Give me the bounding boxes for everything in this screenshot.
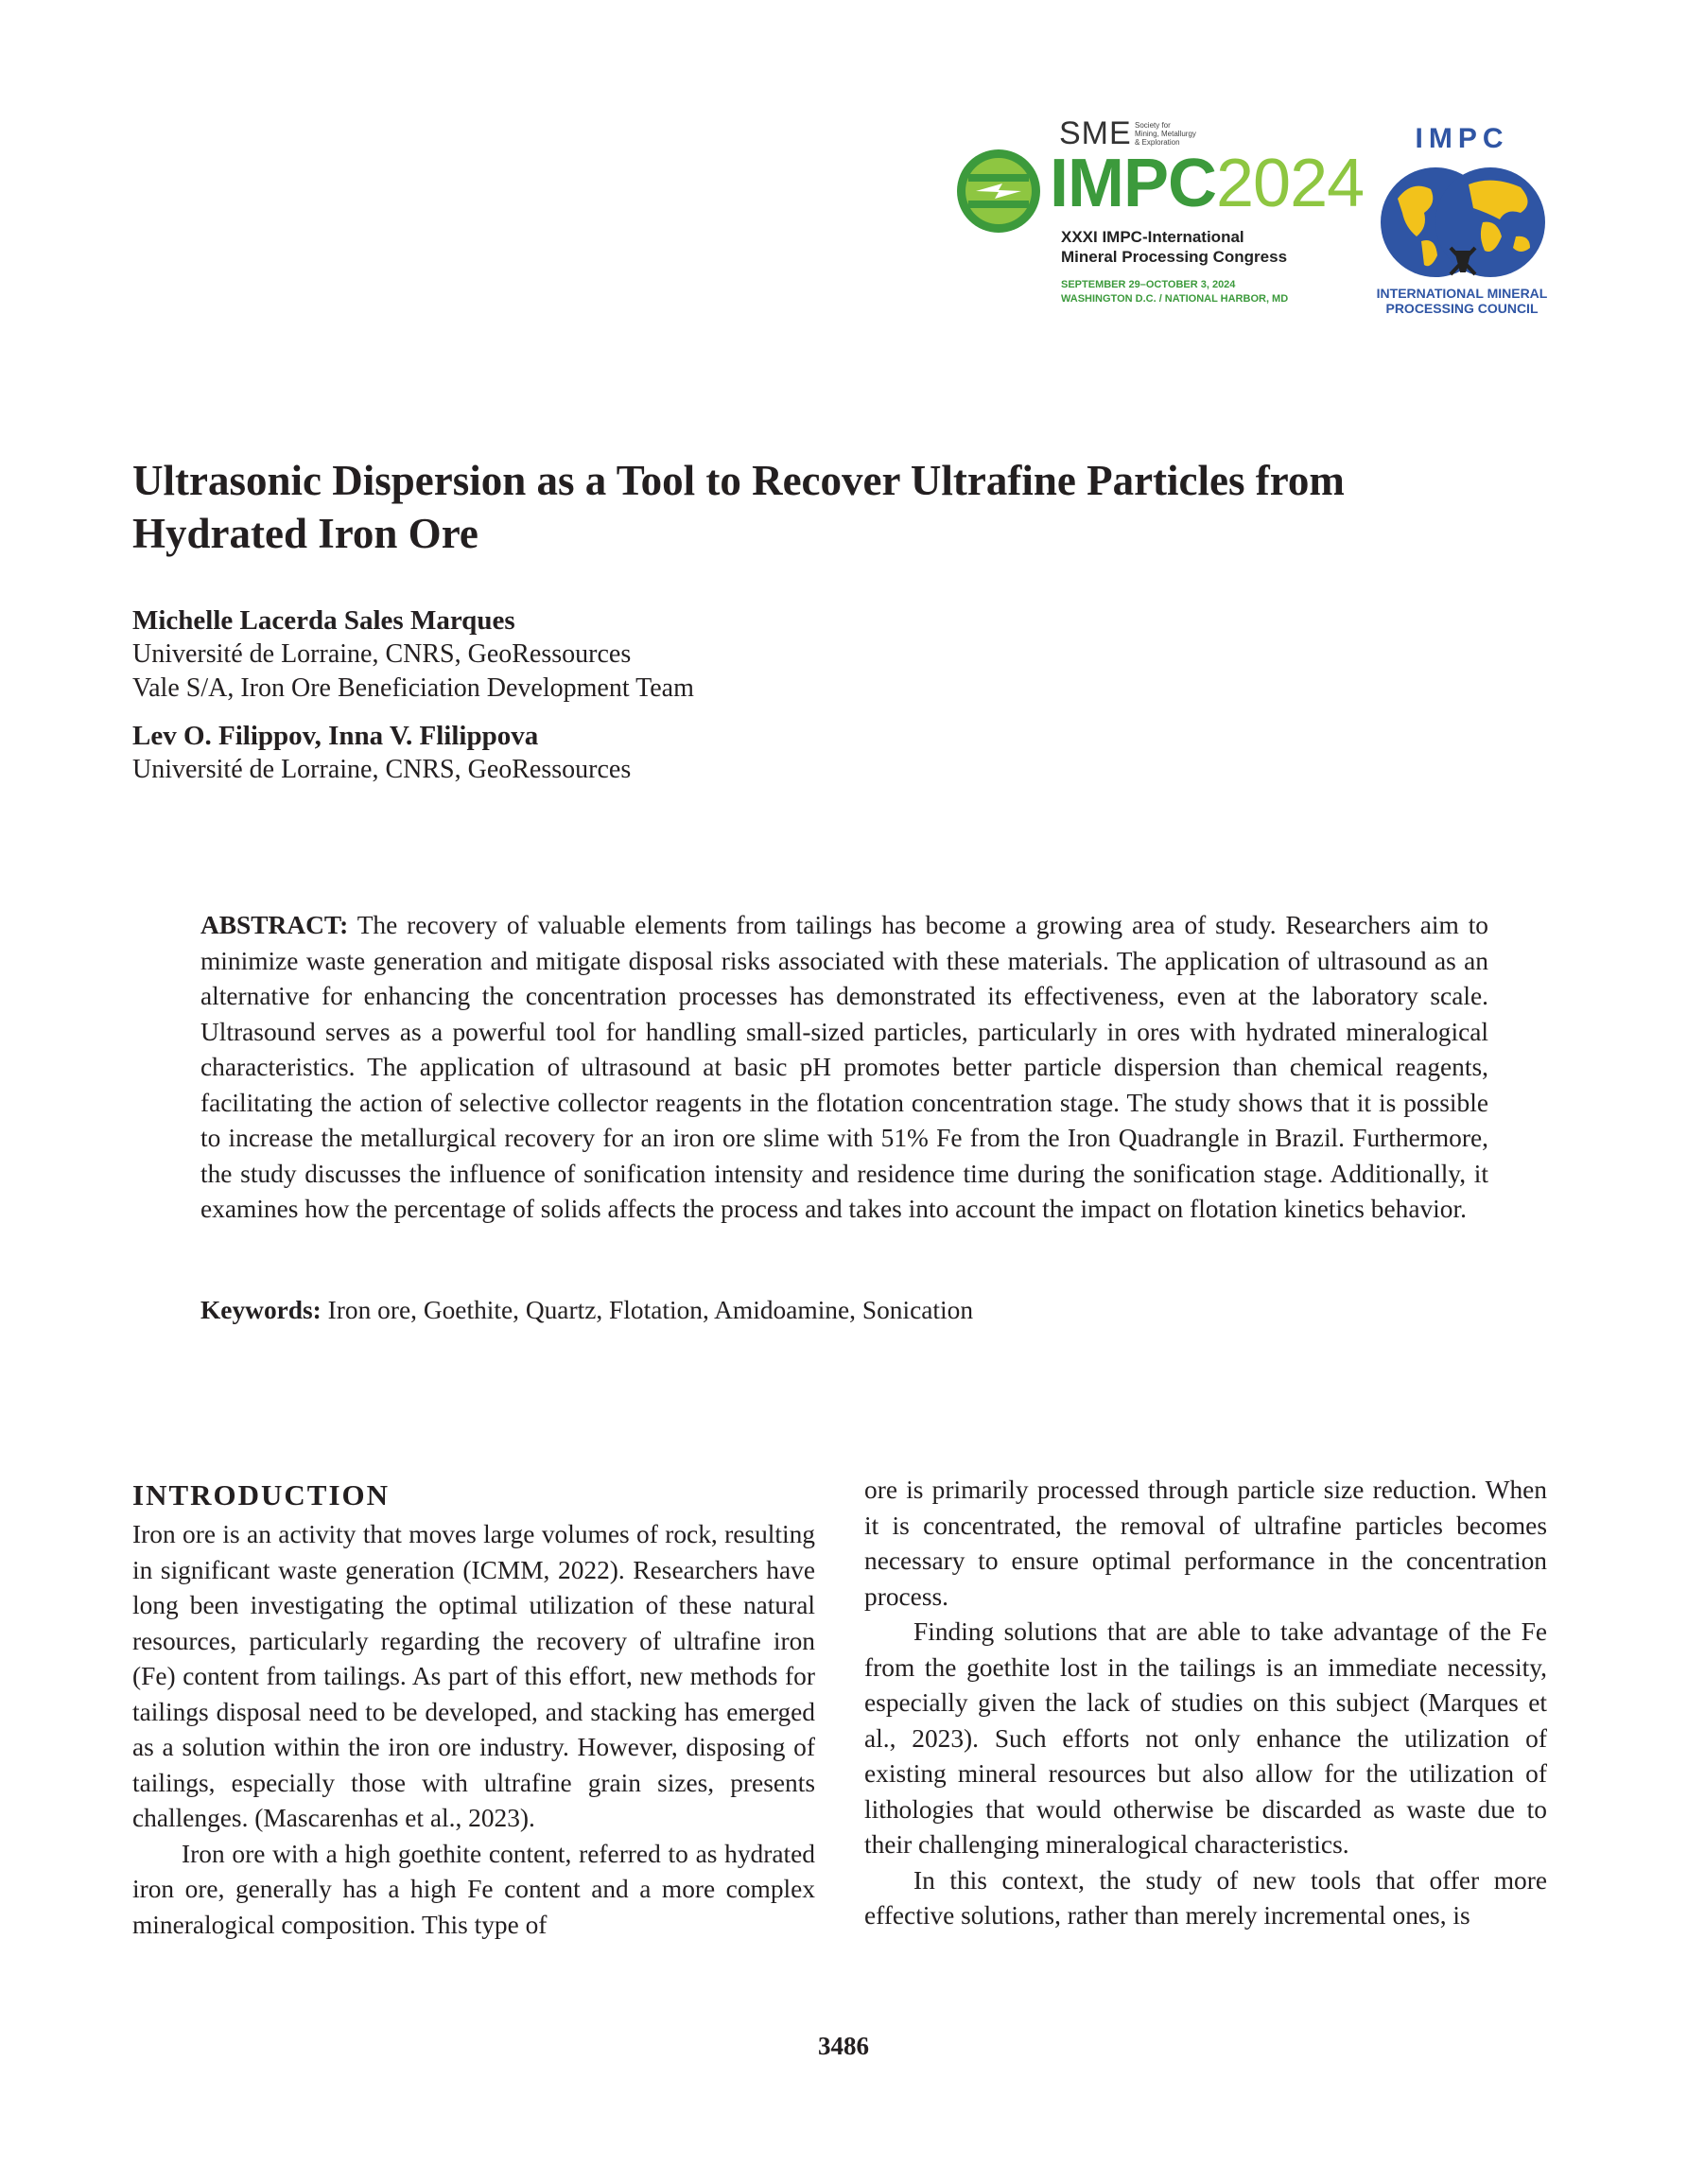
body-paragraph: In this context, the study of new tools that offer more effective solutions, rather than merely incremental ones, is bbox=[864, 1865, 1547, 1930]
page-number: 3486 bbox=[818, 2032, 869, 2060]
paper-title: Ultrasonic Dispersion as a Tool to Recover Ultrafine Particles from Hydrated Iron Ore bbox=[132, 457, 1345, 557]
body-paragraph: Finding solutions that are able to take advantage of the Fe from the goethite lost in the tailings is an immediate necessity, especially given the lack of studies on this subject (Marques et al., 2023). Such efforts not only enhance the utilization of existing mineral resources but also allow for the utilization of lithologies that would otherwise be discarded as waste due to their challenging mineralogical characteristics. bbox=[864, 1617, 1547, 1859]
section-heading: INTRODUCTION bbox=[132, 1478, 391, 1511]
author-affiliation: Université de Lorraine, CNRS, GeoRessources bbox=[132, 755, 632, 784]
council-name: INTERNATIONAL MINERAL PROCESSING COUNCIL bbox=[1376, 286, 1548, 316]
body-paragraph: Iron ore with a high goethite content, referred to as hydrated iron ore, generally has a high Fe content and a more complex mineralogical composition. This type of bbox=[132, 1839, 815, 1939]
impc-council-logo bbox=[1362, 123, 1562, 322]
author-list bbox=[132, 603, 1267, 787]
council-wordmark: IMPC bbox=[1415, 123, 1509, 154]
congress-subtitle: XXXI IMPC-International Mineral Processing Congress bbox=[1061, 228, 1288, 266]
author-affiliation: Vale S/A, Iron Ore Beneficiation Development Team bbox=[132, 673, 694, 703]
keywords-text: Iron ore, Goethite, Quartz, Flotation, Amidoamine, Sonication bbox=[327, 1296, 974, 1324]
impc-green-emblem-icon bbox=[955, 148, 1042, 235]
abstract-label: ABSTRACT: bbox=[200, 911, 349, 939]
author-name: Lev O. Filippov, Inna V. Flilippova bbox=[132, 721, 539, 751]
abstract bbox=[200, 908, 1488, 1228]
keywords-label: Keywords: bbox=[200, 1296, 322, 1324]
body-paragraph: ore is primarily processed through particle size reduction. When it is concentrated, the removal of ultrafine particles becomes necessary to ensure optimal performance in the concentration process. bbox=[864, 1476, 1547, 1611]
sme-org-name: Society for Mining, Metallurgy & Exploration bbox=[1135, 121, 1196, 147]
author-block bbox=[132, 719, 1267, 787]
body-column-left bbox=[132, 1476, 815, 1943]
globe-icon bbox=[1379, 161, 1547, 284]
congress-dates: SEPTEMBER 29–OCTOBER 3, 2024 WASHINGTON D.C. / NATIONAL HARBOR, MD bbox=[1061, 279, 1289, 305]
author-block bbox=[132, 603, 1267, 706]
body-column-right bbox=[864, 1473, 1547, 1934]
keywords bbox=[200, 1293, 1488, 1328]
author-affiliation: Université de Lorraine, CNRS, GeoRessources bbox=[132, 639, 632, 669]
abstract-text: The recovery of valuable elements from tailings has become a growing area of study. Researchers aim to minimize waste generation and mitigate disposal risks associated with these materials. The application of ultrasound as an alternative for enhancing the concentration processes has demonstrated its effectiveness, even at the laboratory scale. Ultrasound serves as a powerful tool for handling small-sized particles, particularly in ores with hydrated mineralogical characteristics. The application of ultrasound at basic pH promotes better particle dispersion than chemical reagents, facilitating the action of selective collector reagents in the flotation concentration stage. The study shows that it is possible to increase the metallurgical recovery for an iron ore slime with 51% Fe from the Iron Quadrangle in Brazil. Furthermore, the study discusses the influence of sonification intensity and residence time during the sonification stage. Additionally, it examines how the percentage of solids affects the process and takes into account the impact on flotation kinetics behavior. bbox=[200, 911, 1489, 1223]
impc2024-congress-logo bbox=[955, 115, 1365, 333]
body-paragraph: Iron ore is an activity that moves large volumes of rock, resulting in significant waste generation (ICMM, 2022). Researchers have long been investigating the optimal utilization of these natural resources, particularly regarding the recovery of ultrafine iron (Fe) content from tailings. As part of this effort, new methods for tailings disposal need to be developed, and stacking has emerged as a solution within the iron ore industry. However, disposing of tailings, especially those with ultrafine grain sizes, presents challenges. (Mascarenhas et al., 2023). bbox=[132, 1520, 815, 1832]
impc2024-wordmark: IMPC2024 bbox=[1050, 146, 1365, 221]
sme-wordmark: SME bbox=[1059, 115, 1132, 151]
author-name: Michelle Lacerda Sales Marques bbox=[132, 605, 515, 636]
